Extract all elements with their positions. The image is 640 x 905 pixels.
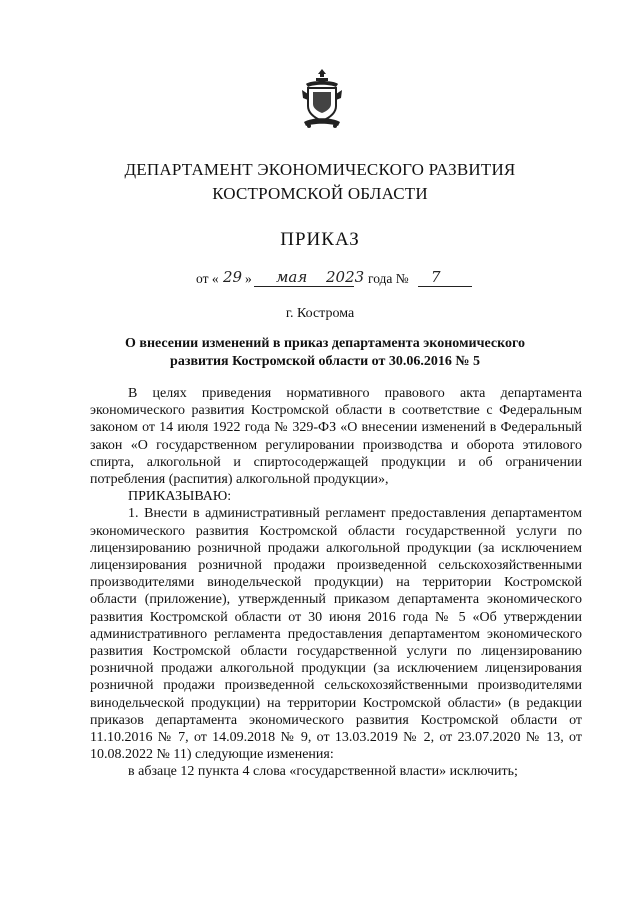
organization-name-line2: КОСТРОМСКОЙ ОБЛАСТИ [212,184,428,203]
organization-name-line1: ДЕПАРТАМЕНТ ЭКОНОМИЧЕСКОГО РАЗВИТИЯ [124,160,516,179]
date-month-handwritten: мая [276,268,308,286]
preamble-paragraph: В целях приведения нормативного правового акта департамента экономического развития Костромской области в соответствие с Федеральным законом от 14 июля 1922 года № 329-ФЗ «О внесении изменений в Федеральный закон «О государственном регулировании производства и оборота этилового спирта, алкогольной и спиртосодержащей продукции и об ограничении потребления (распития) алкогольной продукции», [90,386,582,488]
order-number-handwritten: 7 [431,268,441,286]
order-number-underline [418,286,472,287]
document-body [90,385,582,781]
city-name: г. Кострома [285,306,355,321]
date-year-handwritten: 2023 [326,268,365,286]
coat-of-arms-emblem [300,68,344,130]
order-subject: О внесении изменений в приказ департамента экономического развития Костромской области от 30.06.2016 № 5 [125,336,525,369]
organization-name [0,158,640,206]
date-quote-close: » [245,271,252,286]
date-month-underline [254,286,354,287]
item-1-paragraph: 1. Внести в административный регламент предоставления департаментом экономического развития Костромской области государственной услуги по лицензированию розничной продажи алкогольной продукции (за исключением лицензирования розничной продажи произведенной сельскохозяйственными производителями винодельческой продукции) на территории Костромской области (приложение), утвержденный приказом департамента экономического развития Костромской области от 30 июня 2016 года № 5 «Об утверждении административного регламента предоставления департаментом экономического развития Костромской области государственной услуги по лицензированию розничной продажи алкогольной продукции (за исключением лицензирования розничной продажи произведенной сельскохозяйственными производителями винодельческой продукции) на территории Костромской области» (в редакции приказов департамента экономического развития Костромской области от 11.10.2016 № 7, от 14.09.2018 № 9, от 13.03.2019 № 2, от 23.07.2020 № 13, от 10.08.2022 № 11) следующие изменения: [90,506,582,763]
date-day-handwritten: 29 [223,268,243,286]
order-keyword: ПРИКАЗЫВАЮ: [128,489,232,505]
sub-item-paragraph: в абзаце 12 пункта 4 слова «государственной власти» исключить; [128,764,518,780]
document-title: ПРИКАЗ [280,229,360,250]
date-suffix: года № [368,271,409,286]
date-line [196,268,496,290]
date-prefix: от « [196,271,219,286]
